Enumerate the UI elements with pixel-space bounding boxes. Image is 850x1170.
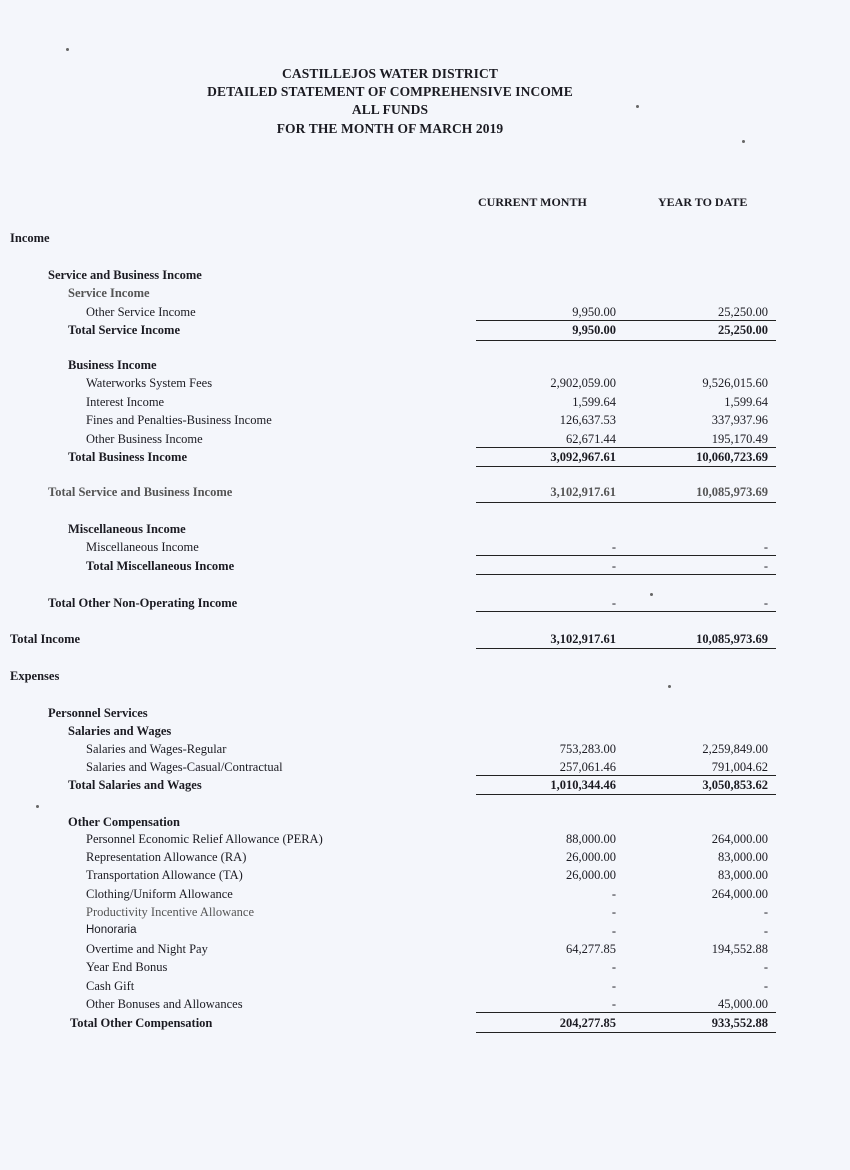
amount-ytd: 3,050,853.62 xyxy=(702,778,768,792)
row-label: Other Service Income xyxy=(86,305,196,319)
amount-ytd: 10,085,973.69 xyxy=(696,485,768,499)
row-label: Service and Business Income xyxy=(48,268,202,282)
amount-current: 3,102,917.61 xyxy=(550,485,616,499)
row-label: Total Service and Business Income xyxy=(48,485,233,499)
total-row xyxy=(0,485,850,503)
row-label: Income xyxy=(10,231,50,245)
amount-ytd: 194,552.88 xyxy=(711,942,768,956)
rule xyxy=(476,574,776,575)
rule xyxy=(476,1012,776,1013)
scan-speck xyxy=(668,685,671,688)
rule xyxy=(476,611,776,612)
row-label: Total Other Compensation xyxy=(70,1016,213,1030)
rule xyxy=(476,648,776,649)
amount-current: 257,061.46 xyxy=(559,760,616,774)
line-item xyxy=(0,905,850,923)
amount-ytd: 2,259,849.00 xyxy=(702,742,768,756)
amount-current: - xyxy=(611,905,616,919)
row-label: Year End Bonus xyxy=(86,960,168,974)
row-label: Other Bonuses and Allowances xyxy=(86,997,243,1011)
row-label: Transportation Allowance (TA) xyxy=(86,868,243,882)
scan-speck xyxy=(742,140,745,143)
line-item xyxy=(0,960,850,978)
line-item xyxy=(0,395,850,413)
row-label: Salaries and Wages-Regular xyxy=(86,742,227,756)
row-label: Interest Income xyxy=(86,395,165,409)
rule xyxy=(476,320,776,321)
amount-ytd: 264,000.00 xyxy=(711,887,768,901)
col-year-to-date: YEAR TO DATE xyxy=(658,195,748,209)
statement-title: DETAILED STATEMENT OF COMPREHENSIVE INCOME xyxy=(207,84,573,99)
row-label: Salaries and Wages xyxy=(68,724,172,738)
subgroup-other-compensation xyxy=(0,815,850,833)
line-item xyxy=(0,979,850,997)
row-label: Total Business Income xyxy=(68,450,188,464)
row-label: Total Other Non-Operating Income xyxy=(48,596,238,610)
rule xyxy=(476,555,776,556)
amount-ytd: - xyxy=(763,540,768,554)
amount-current: 26,000.00 xyxy=(566,850,616,864)
line-item xyxy=(0,868,850,886)
row-label: Personnel Services xyxy=(48,706,148,720)
amount-current: 26,000.00 xyxy=(566,868,616,882)
amount-ytd: - xyxy=(763,905,768,919)
total-row xyxy=(0,323,850,341)
amount-ytd: 10,085,973.69 xyxy=(696,632,768,646)
amount-current: 9,950.00 xyxy=(572,323,616,337)
subgroup-salaries-wages xyxy=(0,724,850,742)
row-label: Other Compensation xyxy=(68,815,180,829)
amount-ytd: 45,000.00 xyxy=(718,997,768,1011)
row-label: Miscellaneous Income xyxy=(68,522,186,536)
amount-ytd: 264,000.00 xyxy=(711,832,768,846)
row-label: Productivity Incentive Allowance xyxy=(86,905,255,919)
amount-ytd: 83,000.00 xyxy=(718,868,768,882)
amount-current: 1,599.64 xyxy=(572,395,616,409)
row-label: Fines and Penalties-Business Income xyxy=(86,413,272,427)
line-item xyxy=(0,376,850,394)
amount-ytd: 9,526,015.60 xyxy=(702,376,768,390)
amount-current: 1,010,344.46 xyxy=(550,778,616,792)
row-label: Clothing/Uniform Allowance xyxy=(86,887,233,901)
amount-current: 3,092,967.61 xyxy=(550,450,616,464)
rule xyxy=(476,466,776,467)
period-label: FOR THE MONTH OF MARCH 2019 xyxy=(276,121,504,136)
line-item xyxy=(0,850,850,868)
row-label: Salaries and Wages-Casual/Contractual xyxy=(86,760,283,774)
amount-ytd: - xyxy=(763,960,768,974)
scan-speck xyxy=(66,48,69,51)
amount-current: 9,950.00 xyxy=(572,305,616,319)
line-item xyxy=(0,887,850,905)
row-label: Total Service Income xyxy=(68,323,181,337)
line-item xyxy=(0,832,850,850)
amount-current: 62,671.44 xyxy=(566,432,616,446)
amount-ytd: - xyxy=(763,596,768,610)
rule xyxy=(476,775,776,776)
amount-current: - xyxy=(611,960,616,974)
amount-ytd: 195,170.49 xyxy=(711,432,768,446)
amount-ytd: 25,250.00 xyxy=(718,305,768,319)
amount-current: 2,902,059.00 xyxy=(550,376,616,390)
amount-ytd: 791,004.62 xyxy=(711,760,768,774)
rule xyxy=(476,447,776,448)
amount-current: - xyxy=(611,596,616,610)
amount-current: - xyxy=(611,540,616,554)
row-label: Personnel Economic Relief Allowance (PERA) xyxy=(86,832,323,846)
row-label: Service Income xyxy=(68,286,150,300)
amount-current: - xyxy=(611,924,616,938)
amount-current: - xyxy=(611,887,616,901)
row-label: Total Salaries and Wages xyxy=(68,778,202,792)
row-label: Expenses xyxy=(10,669,60,683)
rule xyxy=(476,1032,776,1033)
row-label: Total Income xyxy=(10,632,81,646)
line-item xyxy=(0,924,850,942)
col-current-month: CURRENT MONTH xyxy=(478,195,587,209)
scan-speck xyxy=(636,105,639,108)
row-label: Total Miscellaneous Income xyxy=(86,559,235,573)
row-label: Other Business Income xyxy=(86,432,203,446)
section-income xyxy=(0,231,850,249)
subgroup-misc-income xyxy=(0,522,850,540)
row-label: Miscellaneous Income xyxy=(86,540,199,554)
row-label: Business Income xyxy=(68,358,157,372)
amount-ytd: 933,552.88 xyxy=(711,1016,768,1030)
scan-speck xyxy=(36,805,39,808)
row-label: Honoraria xyxy=(86,924,137,936)
amount-ytd: 10,060,723.69 xyxy=(696,450,768,464)
row-label: Overtime and Night Pay xyxy=(86,942,208,956)
row-label: Representation Allowance (RA) xyxy=(86,850,247,864)
rule xyxy=(476,794,776,795)
subgroup-business-income xyxy=(0,358,850,376)
group-service-business xyxy=(0,268,850,286)
amount-current: - xyxy=(611,979,616,993)
amount-ytd: 83,000.00 xyxy=(718,850,768,864)
amount-ytd: - xyxy=(763,924,768,938)
amount-ytd: 337,937.96 xyxy=(711,413,768,427)
scan-speck xyxy=(650,593,653,596)
amount-current: 753,283.00 xyxy=(559,742,616,756)
amount-current: - xyxy=(611,997,616,1011)
amount-ytd: 25,250.00 xyxy=(718,323,768,337)
row-label: Cash Gift xyxy=(86,979,135,993)
amount-current: 88,000.00 xyxy=(566,832,616,846)
rule xyxy=(476,340,776,341)
amount-ytd: 1,599.64 xyxy=(724,395,768,409)
row-label: Waterworks System Fees xyxy=(86,376,213,390)
amount-current: 3,102,917.61 xyxy=(550,632,616,646)
amount-ytd: - xyxy=(763,979,768,993)
line-item xyxy=(0,413,850,431)
district-name: CASTILLEJOS WATER DISTRICT xyxy=(282,66,498,81)
rule xyxy=(476,502,776,503)
group-personnel-services xyxy=(0,706,850,724)
amount-current: 64,277.85 xyxy=(566,942,616,956)
amount-current: 204,277.85 xyxy=(559,1016,616,1030)
amount-ytd: - xyxy=(763,559,768,573)
subgroup-service-income xyxy=(0,286,850,304)
line-item xyxy=(0,942,850,960)
funds-label: ALL FUNDS xyxy=(351,102,429,117)
section-expenses xyxy=(0,669,850,687)
amount-current: 126,637.53 xyxy=(559,413,616,427)
amount-current: - xyxy=(611,559,616,573)
line-item xyxy=(0,742,850,760)
